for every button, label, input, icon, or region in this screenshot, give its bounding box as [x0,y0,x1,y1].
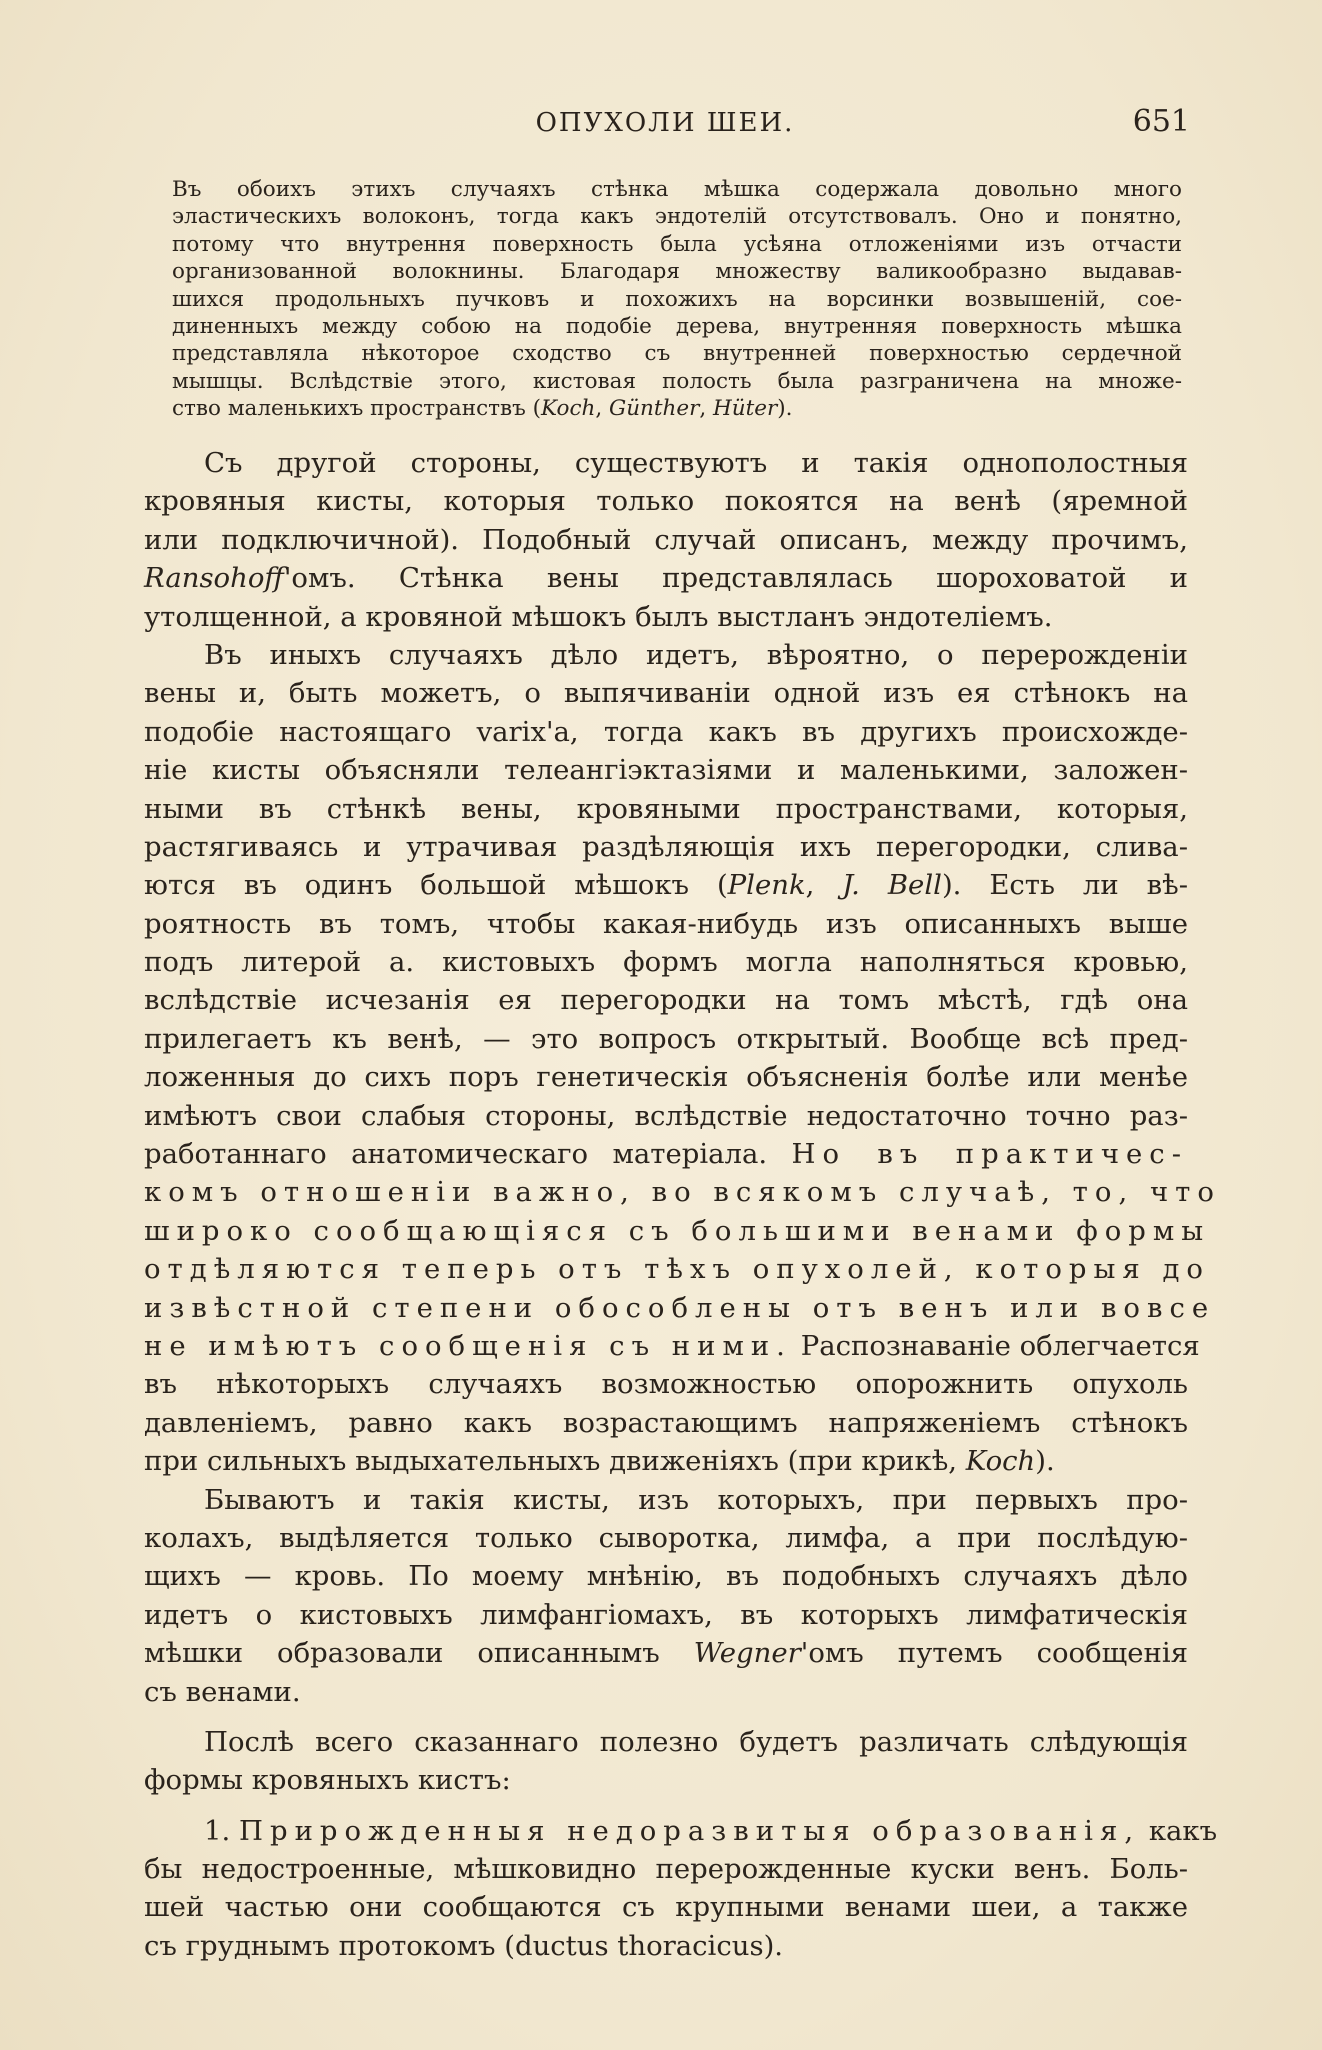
text-line: Въ обоихъ этихъ случаяхъ стѣнка мѣшка содержала довольно много [172,177,1182,202]
text-segment: работаннаго анатомическаго матеріала. [144,1138,768,1171]
text-line: ными въ стѣнкѣ вены, кровяными пространствами, которыя, [144,792,1188,825]
paragraph-gap [144,1711,1188,1723]
spaced-text-segment: не имѣютъ сообщенія съ ними. [144,1329,792,1362]
text-line: вслѣдствіе исчезанія ея перегородки на томъ мѣстѣ, гдѣ она [144,984,1188,1017]
text-line: идетъ о кистовыхъ лимфангіомахъ, въ которыхъ лимфатическія [144,1598,1188,1631]
text-line: подобіе настоящаго varix'a, тогда какъ въ другихъ происхожде- [144,715,1188,748]
list-item [144,1812,1218,1966]
spaced-heading: Прирожденныя недоразвитыя образованія, [239,1814,1141,1847]
text-line: въ нѣкоторыхъ случаяхъ возможностью опорожнить опухоль [144,1368,1188,1401]
text-line: съ венами. [144,1675,301,1708]
text-line: роятность въ томъ, чтобы какая-нибудь изъ описанныхъ выше [144,907,1188,940]
text-line: шихся продольныхъ пучковъ и похожихъ на ворсинки возвышеній, сое- [172,286,1182,312]
text-line-mixed [144,1135,1188,1173]
text-line: широко сообщающіяся съ большими венами формы [144,1214,1211,1247]
text-line: мѣшки образовали описаннымъ Wegner'омъ путемъ сообщенія [144,1637,1188,1670]
running-title: ОПУХОЛИ ШЕИ. [535,108,795,138]
text-line: бы недостроенные, мѣшковидно перерожденные куски венъ. Боль- [144,1853,1188,1886]
text-line: растягиваясь и утрачивая раздѣляющія ихъ перегородки, слива- [144,830,1188,863]
text-line: при сильныхъ выдыхательныхъ движеніяхъ (при крикѣ, Koch). [144,1445,1055,1478]
list-number: 1. [204,1814,231,1847]
spaced-text-segment: Но въ практичес- [791,1138,1188,1171]
text-line: вены и, быть можетъ, о выпячиваніи одной изъ ея стѣнокъ на [144,677,1188,710]
text-line: ются въ одинъ большой мѣшокъ (Plenk, J. Bell). Есть ли вѣ- [144,869,1189,902]
text-line: утолщенной, а кровяной мѣшокъ былъ выстланъ эндотеліемъ. [144,600,1053,633]
text-line-mixed [144,1327,1200,1365]
text-segment: какъ [1148,1814,1218,1847]
text-line: кровяныя кисты, которыя только покоятся на венѣ (яремной [144,485,1188,518]
paragraph [144,444,1188,636]
main-text [144,444,1221,1965]
page-header [140,104,1190,148]
text-line: колахъ, выдѣляется только сыворотка, лимфа, а при послѣдую- [144,1521,1188,1554]
text-line: потому что внутрення поверхность была усѣяна отложеніями изъ отчасти [172,231,1182,257]
text-line: представляла нѣкоторое сходство съ внутренней поверхностью сердечной [172,341,1182,367]
text-line: или подключичной). Подобный случай описанъ, между прочимъ, [144,523,1188,556]
text-line: комъ отношеніи важно, во всякомъ случаѣ, то, что [144,1176,1221,1209]
text-line: Послѣ всего сказаннаго полезно будетъ различать слѣдующія [204,1725,1188,1758]
text-line-mixed [144,1812,1218,1850]
text-line: ство маленькихъ пространствъ (Koch, Günther, Hüter). [172,396,793,422]
text-line: Съ другой стороны, существуютъ и такія однополостныя [204,447,1188,479]
paragraph [144,1481,1188,1711]
text-line: эластическихъ волоконъ, тогда какъ эндотелій отсутствовалъ. Оно и понятно, [172,204,1182,230]
text-line: имѣютъ свои слабыя стороны, вслѣдствіе недостаточно точно раз- [144,1099,1188,1132]
text-line: извѣстной степени обособлены отъ венъ или вовсе [144,1291,1216,1324]
text-line: формы кровяныхъ кистъ: [144,1764,511,1797]
text-line: Бываютъ и такія кисты, изъ которыхъ, при первыхъ про- [204,1483,1188,1516]
small-print-paragraph [172,176,1182,423]
text-line: щихъ — кровь. По моему мнѣнію, въ подобныхъ случаяхъ дѣло [144,1560,1188,1593]
text-line: ніе кисты объясняли телеангіэктазіями и маленькими, заложен- [144,754,1188,787]
text-segment: Распознаваніе облегчается [800,1329,1200,1362]
text-line: Ransohoff'омъ. Стѣнка вены представлялась шороховатой и [144,562,1188,595]
text-line: организованной волокнины. Благодаря множеству валикообразно выдавав- [172,259,1182,285]
text-line: мышцы. Вслѣдствіе этого, кистовая полость была разграничена на множе- [172,368,1182,394]
text-line: подъ литерой а. кистовыхъ формъ могла наполняться кровью, [144,946,1188,979]
text-line: отдѣляются теперь отъ тѣхъ опухолей, которыя до [144,1253,1210,1286]
paragraph-gap [144,1800,1188,1812]
paragraph [144,1723,1188,1800]
text-line: ложенныя до сихъ поръ генетическія объясненія болѣе или менѣе [144,1061,1188,1094]
text-line: давленіемъ, равно какъ возрастающимъ напряженіемъ стѣнокъ [144,1406,1188,1439]
text-line: шей частью они сообщаются съ крупными венами шеи, а также [144,1891,1188,1924]
text-line: прилегаетъ къ венѣ, — это вопросъ открытый. Вообще всѣ пред- [144,1022,1188,1055]
text-line: диненныхъ между собою на подобіе дерева, внутренняя поверхность мѣшка [172,313,1182,339]
text-line: съ груднымъ протокомъ (ductus thoracicus). [144,1929,784,1962]
page-number: 651 [1132,104,1190,139]
text-line: Въ иныхъ случаяхъ дѣло идетъ, вѣроятно, о перерожденіи [204,638,1188,671]
paragraph [144,636,1221,1481]
